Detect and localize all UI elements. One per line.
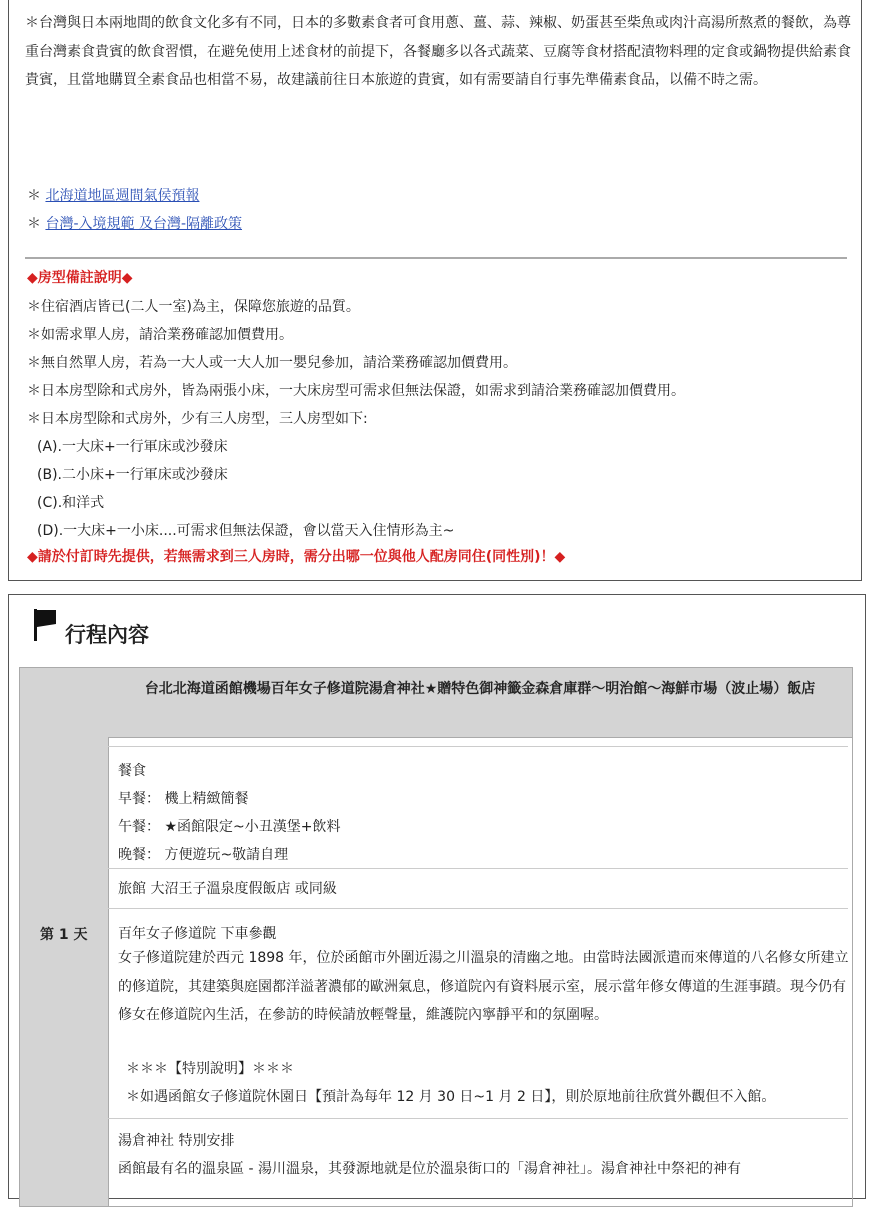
meals-heading: 餐食 [118, 763, 146, 779]
room-note: ＊住宿酒店皆已(二人一室)為主，保障您旅遊的品質。 [27, 299, 360, 315]
entry-policy-link[interactable]: 台灣-入境規範 及台灣-隔離政策 [45, 216, 243, 232]
link-row-entry [27, 213, 242, 233]
section-title: 行程內容 [65, 623, 149, 647]
room-option: (D).一大床+一小床....可需求但無法保證，會以當天入住情形為主~ [37, 523, 455, 539]
divider [108, 746, 848, 747]
hotel: 旅館 大沼王子溫泉度假飯店 或同級 [118, 881, 337, 897]
spot-title: 百年女子修道院 下車參觀 [118, 926, 277, 942]
breakfast: 早餐： 機上精緻簡餐 [118, 791, 249, 807]
itinerary-panel [8, 594, 866, 1199]
spot-description: 女子修道院建於西元 1898 年，位於函館市外圍近湯之川溫泉的清幽之地。由當時法國派遣而來傳道的八名修女所建立的修道院，其建築與庭園都洋溢著濃郁的歐洲氣息，修道院內有資料展示室，展示當年修女傳道的生涯事蹟。現今仍有修女在修道院內生活，在參訪的時候請放輕聲量，維護院內寧靜平和的氛圍喔。 [118, 950, 849, 1023]
vegetarian-notice: ＊台灣與日本兩地間的飲食文化多有不同，日本的多數素食者可食用蔥、薑、蒜、辣椒、奶蛋甚至柴魚或肉汁高湯所熬煮的餐飲，為尊重台灣素食貴賓的飲食習慣，在避免使用上述食材的前提下，各餐廳多以各式蔬菜、豆腐等食材搭配漬物料理的定食或鍋物提供給素食貴賓，且當地購買全素食品也相當不易，故建議前往日本旅遊的貴賓，如有需要請自行事先準備素食品，以備不時之需。 [25, 15, 851, 88]
divider [108, 1118, 848, 1119]
divider [108, 868, 848, 869]
link-row-weather [27, 185, 199, 205]
room-note: ＊無自然單人房，若為一大人或一大人加一嬰兒參加，請洽業務確認加價費用。 [27, 355, 517, 371]
day-table [19, 667, 853, 1207]
room-warning: ◆請於付訂時先提供，若無需求到三人房時，需分出哪一位與他人配房同住(同性別)！◆ [27, 549, 566, 565]
room-note: ＊日本房型除和式房外，皆為兩張小床，一大床房型可需求但無法保證，如需求到請洽業務確認加價費用。 [27, 383, 685, 399]
flag-icon [33, 609, 57, 641]
notice-panel [8, 0, 862, 581]
special-note: ＊如遇函館女子修道院休園日【預計為每年 12 月 30 日~1 月 2 日】，則於原地前往欣賞外觀但不入館。 [126, 1089, 776, 1105]
room-option: (B).二小床+一行軍床或沙發床 [37, 467, 228, 483]
bullet: ＊ [27, 216, 41, 232]
room-note: ＊如需求單人房，請洽業務確認加價費用。 [27, 327, 293, 343]
lunch: 午餐： ★函館限定~小丑漢堡+飲料 [118, 819, 341, 835]
day-label: 第 1 天 [40, 927, 88, 943]
room-note: ＊日本房型除和式房外，少有三人房型，三人房型如下: [27, 411, 368, 427]
special-note-title: ＊＊＊【特別說明】＊＊＊ [126, 1061, 294, 1077]
room-notes-heading: ◆房型備註說明◆ [27, 270, 133, 286]
divider [25, 257, 847, 259]
day-title: 台北北海道函館機場百年女子修道院湯倉神社★贈特色御神籤金森倉庫群～明治館～海鮮市場（波止場）飯店 [108, 668, 852, 738]
room-option: (A).一大床+一行軍床或沙發床 [37, 439, 228, 455]
spot-title: 湯倉神社 特別安排 [118, 1133, 235, 1149]
bullet: ＊ [27, 188, 41, 204]
weather-forecast-link[interactable]: 北海道地區週間氣侯預報 [45, 188, 200, 204]
divider [108, 908, 848, 909]
spot-description: 函館最有名的溫泉區 - 湯川溫泉，其發源地就是位於溫泉街口的「湯倉神社」。湯倉神社中祭祀的神有 [118, 1161, 741, 1177]
day-column [20, 668, 109, 1206]
room-option: (C).和洋式 [37, 495, 105, 511]
dinner: 晚餐： 方便遊玩~敬請自理 [118, 847, 289, 863]
